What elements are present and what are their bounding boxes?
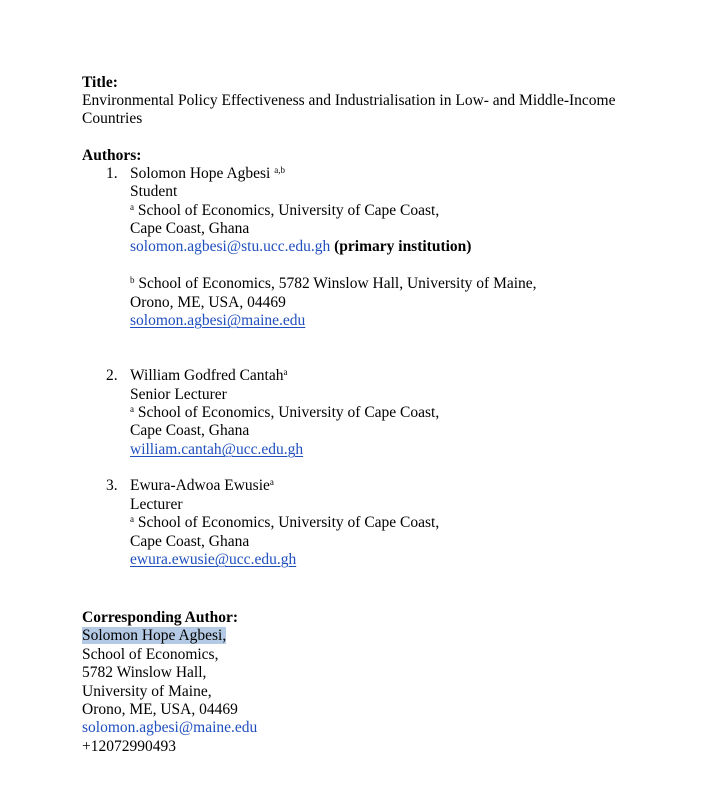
author-3-affiliation-mark: a	[269, 477, 274, 487]
author-3-role: Lecturer	[130, 496, 183, 513]
author-1-affiliation-a-text: School of Economics, University of Cape Coast,	[137, 202, 440, 219]
author-1-name: Solomon Hope Agbesi	[130, 165, 271, 182]
paper-title-line-1: Environmental Policy Effectiveness and Industrialisation in Low- and Middle-Income	[82, 92, 616, 109]
author-1-email-a[interactable]: solomon.agbesi@stu.ucc.edu.gh	[130, 238, 331, 255]
author-2-role: Senior Lecturer	[130, 386, 227, 403]
author-2-name-line	[130, 367, 287, 385]
corresponding-author-name[interactable]: Solomon Hope Agbesi,	[82, 627, 227, 644]
author-1-number: 1.	[106, 165, 118, 182]
author-3-email-line	[130, 551, 296, 569]
author-2-affiliation-mark: a	[283, 367, 288, 377]
author-2-affiliation-text: School of Economics, University of Cape Coast,	[137, 404, 440, 421]
author-3-affiliation-mark-inline: a	[130, 514, 134, 524]
corresponding-address-line-1: School of Economics,	[82, 646, 219, 663]
author-2-number: 2.	[106, 367, 118, 384]
paper-title-line-2: Countries	[82, 110, 143, 127]
corresponding-email-line	[82, 719, 257, 737]
author-1-name-line	[130, 165, 285, 183]
author-1-affiliation-a-mark: a	[130, 202, 134, 212]
author-1-affiliation-b-mark: b	[130, 275, 135, 285]
author-2-name: William Godfred Cantah	[130, 367, 284, 384]
author-3-name: Ewura-Adwoa Ewusie	[130, 477, 270, 494]
author-1-email-a-line	[130, 238, 471, 256]
author-1-email-b-link[interactable]: solomon.agbesi@maine.edu	[130, 312, 306, 329]
author-1-affiliation-b-text: School of Economics, 5782 Winslow Hall, University of Maine,	[138, 275, 537, 292]
corresponding-email[interactable]: solomon.agbesi@maine.edu	[82, 719, 258, 736]
author-2-affiliation-mark-inline: a	[130, 404, 134, 414]
author-1-affiliation-a-line-1	[130, 202, 439, 220]
corresponding-address-line-4: Orono, ME, USA, 04469	[82, 701, 238, 718]
author-1-email-a-note: (primary institution)	[334, 238, 472, 255]
authors-heading: Authors:	[82, 147, 142, 164]
author-1-email-b-line	[130, 312, 305, 330]
corresponding-phone: +12072990493	[82, 738, 176, 755]
author-3-affiliation-text: School of Economics, University of Cape Coast,	[137, 514, 440, 531]
corresponding-author-heading: Corresponding Author:	[82, 609, 239, 626]
corresponding-address-line-3: University of Maine,	[82, 683, 212, 700]
author-1-affiliation-marks: a,b	[274, 165, 285, 175]
author-2-affiliation-line-2: Cape Coast, Ghana	[130, 422, 250, 439]
author-3-affiliation-line-2: Cape Coast, Ghana	[130, 533, 250, 550]
author-2-affiliation-line-1	[130, 404, 439, 422]
corresponding-author-name-line	[82, 627, 226, 645]
author-1-affiliation-a-line-2: Cape Coast, Ghana	[130, 220, 250, 237]
author-3-name-line	[130, 477, 274, 495]
author-2-email-line	[130, 441, 303, 459]
author-3-number: 3.	[106, 477, 118, 494]
author-1-affiliation-b-line-2: Orono, ME, USA, 04469	[130, 294, 286, 311]
corresponding-address-line-2: 5782 Winslow Hall,	[82, 664, 207, 681]
title-heading: Title:	[82, 74, 118, 91]
author-3-affiliation-line-1	[130, 514, 439, 532]
author-3-email-link[interactable]: ewura.ewusie@ucc.edu.gh	[130, 551, 297, 568]
author-1-affiliation-b-line-1	[130, 275, 537, 293]
author-1-role: Student	[130, 183, 178, 200]
author-2-email-link[interactable]: william.cantah@ucc.edu.gh	[130, 441, 304, 458]
